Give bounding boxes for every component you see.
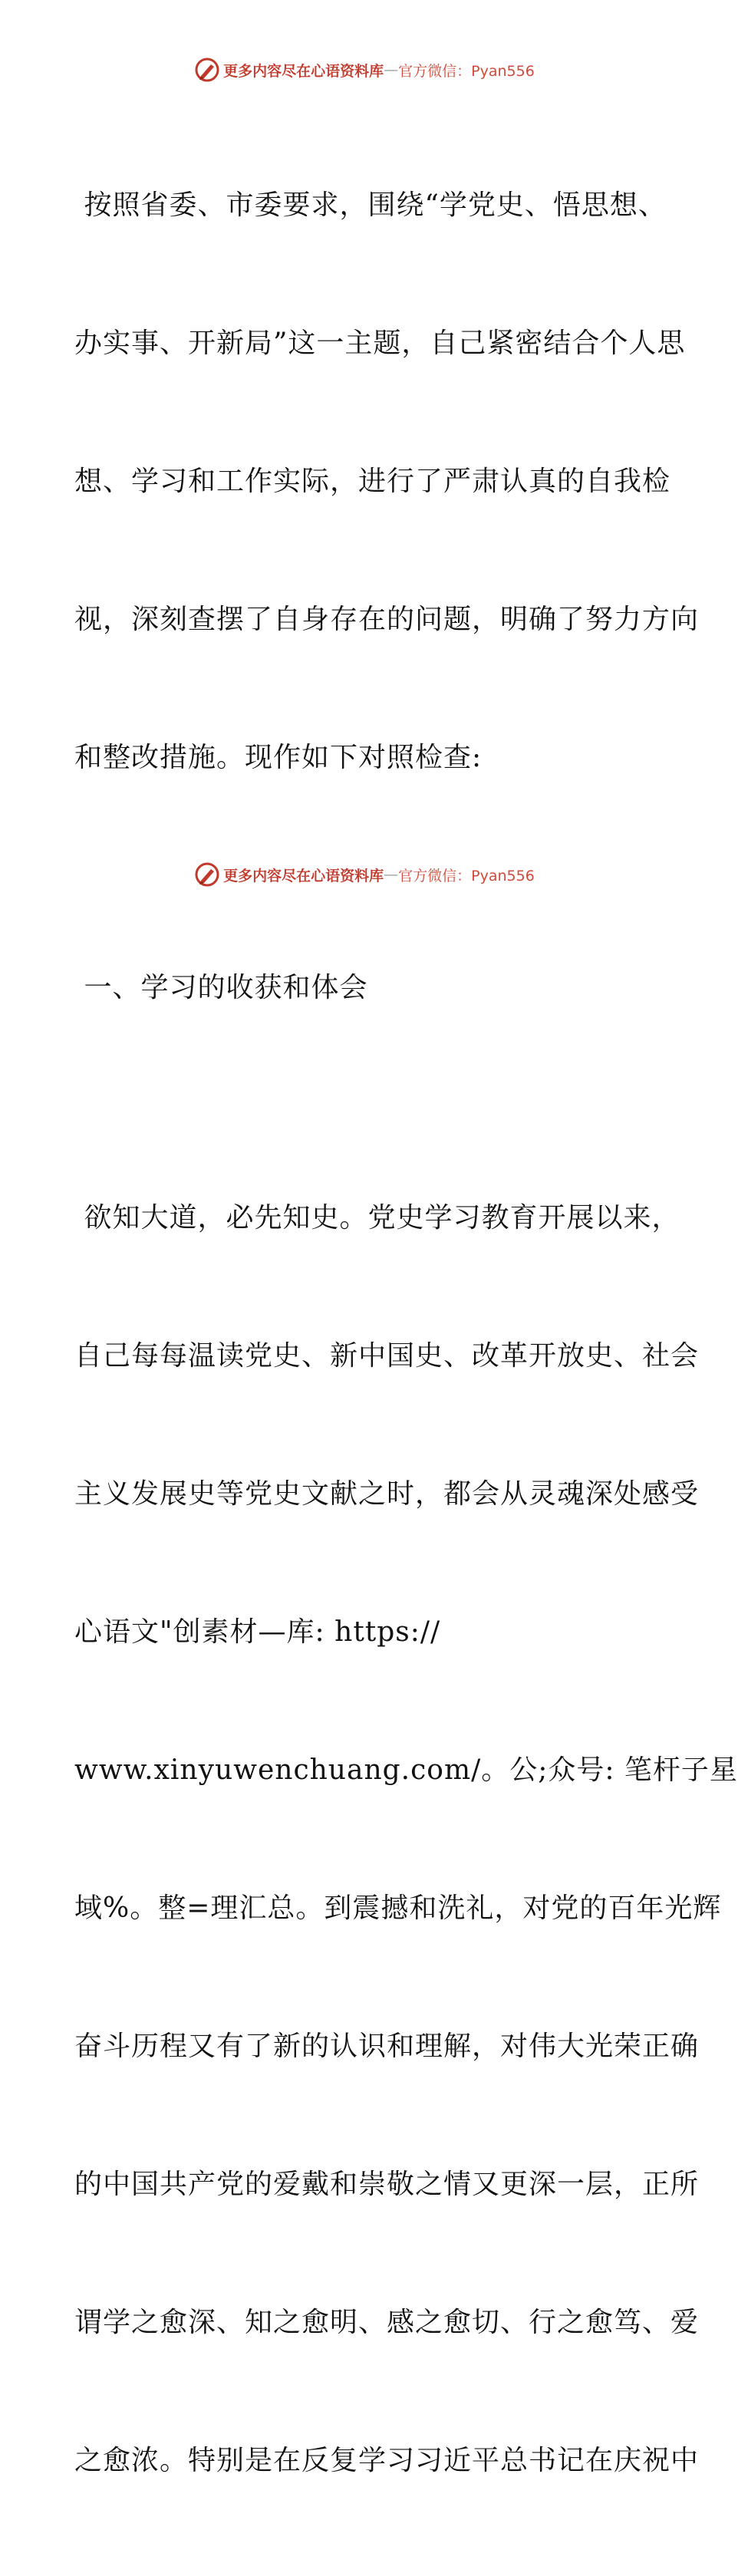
footer-site-text: 更多内容尽在心语资料库: [223, 867, 384, 884]
text-line: 办实事、开新局”这一主题，自己紧密结合个人思: [74, 328, 686, 359]
header-separator: —: [384, 61, 399, 78]
intro-paragraph: [74, 91, 700, 873]
text-line: 欲知大道，必先知史。党史学习教育开展以来，: [74, 1202, 680, 1234]
text-line: 的中国共产党的爱戴和崇敬之情又更深一层，正所: [74, 2169, 700, 2200]
text-line: 域%。整=理汇总。到震撼和洗礼，对党的百年光辉: [74, 1892, 722, 1924]
footer-watermark-banner: [0, 859, 729, 890]
footer-wechat-text: 官方微信：Pyan556: [398, 867, 535, 884]
text-line: 主义发展史等党史文献之时，都会从灵魂深处感受: [74, 1478, 700, 1510]
footer-separator: —: [384, 866, 399, 883]
heading-line: 一、学习的收获和体会: [74, 972, 368, 1003]
section-heading: [74, 873, 657, 1103]
text-line: 自己每每温读党史、新中国史、改革开放史、社会: [74, 1340, 700, 1372]
text-line: 想、学习和工作实际，进行了严肃认真的自我检: [74, 466, 671, 497]
pen-logo-icon: [194, 57, 220, 83]
text-line: 谓学之愈深、知之愈明、感之愈切、行之愈笃、爱: [74, 2307, 700, 2338]
text-line: www.xinyuwenchuang.com/。公;众号: 笔杆子星: [74, 1754, 738, 1786]
body-paragraph: [74, 1103, 738, 2576]
text-line: 奋斗历程又有了新的认识和理解，对伟大光荣正确: [74, 2031, 700, 2062]
header-watermark-banner: [0, 54, 729, 85]
text-line: 心语文"创素材—库: https://: [74, 1616, 441, 1648]
header-wechat-text: 官方微信：Pyan556: [398, 62, 535, 80]
text-line: 按照省委、市委要求，围绕“学党史、悟思想、: [74, 189, 667, 221]
pen-logo-icon: [194, 861, 220, 888]
text-line: 和整改措施。现作如下对照检查:: [74, 742, 483, 773]
text-line: 之愈浓。特别是在反复学习习近平总书记在庆祝中: [74, 2445, 700, 2476]
document-body: [74, 91, 738, 2576]
text-line: 视，深刻查摆了自身存在的问题，明确了努力方向: [74, 604, 700, 635]
header-site-text: 更多内容尽在心语资料库: [223, 62, 384, 80]
